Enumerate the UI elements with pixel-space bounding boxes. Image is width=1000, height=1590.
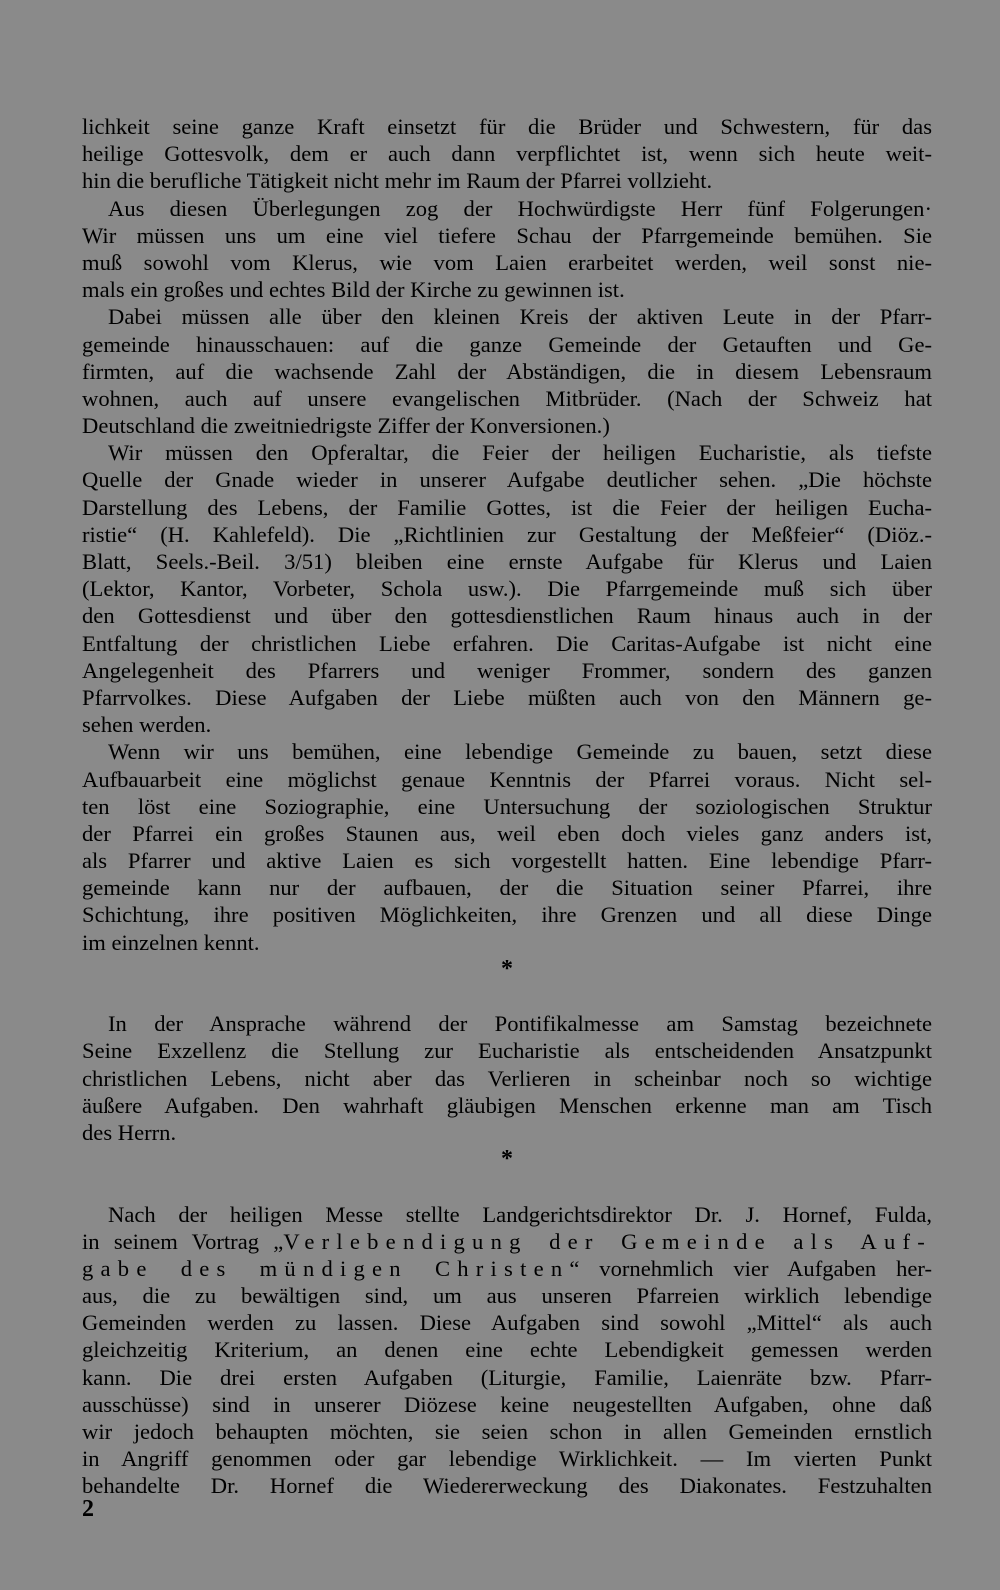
text-line: Schichtung, ihre positiven Möglichkeiten, ihre Grenzen und all diese Dinge: [82, 902, 932, 928]
text-line: mals ein großes und echtes Bild der Kirche zu gewinnen ist.: [82, 277, 625, 303]
text-line: im einzelnen kennt.: [82, 929, 260, 955]
text-line: des Herrn.: [82, 1119, 177, 1145]
text-line: den Gottesdienst und über den gottesdienstlichen Raum hinaus auch in der: [82, 603, 932, 629]
text-line: Darstellung des Lebens, der Familie Gottes, ist die Feier der heiligen Eucha-: [82, 494, 932, 520]
text-line: [82, 1255, 932, 1282]
section-gap: [82, 983, 932, 1010]
paragraph: [82, 1201, 932, 1500]
text-line: behandelte Dr. Hornef die Wiedererweckung des Diakonates. Festzuhalten: [82, 1473, 932, 1499]
text-line: in Angriff genommen oder gar lebendige Wirklichkeit. — Im vierten Punkt: [82, 1446, 932, 1472]
text-line: Aus diesen Überlegungen zog der Hochwürdigste Herr fünf Folgerungen·: [108, 195, 932, 221]
text-line: äußere Aufgaben. Den wahrhaft gläubigen Menschen erkenne man am Tisch: [82, 1092, 932, 1118]
text-line: gemeinde hinausschauen: auf die ganze Gemeinde der Getauften und Ge-: [82, 331, 932, 357]
spaced-title-text: gabe des mündigen Christen: [82, 1255, 570, 1281]
text-line: gleichzeitig Kriterium, an denen eine echte Lebendigkeit gemessen werden: [82, 1337, 932, 1363]
text-line: Angelegenheit des Pfarrers und weniger Frommer, sondern des ganzen: [82, 657, 932, 683]
text-fragment: in seinem Vortrag „: [82, 1228, 284, 1254]
text-line: Wir müssen uns um eine viel tiefere Schau der Pfarrgemeinde bemühen. Sie: [82, 222, 932, 248]
text-line: ten löst eine Soziographie, eine Untersuchung der soziologischen Struktur: [82, 793, 932, 819]
section-separator: *: [501, 955, 513, 982]
text-line: Pfarrvolkes. Diese Aufgaben der Liebe müßten auch von den Männern ge-: [82, 684, 932, 710]
page-number: 2: [82, 1496, 94, 1522]
text-fragment: “ vornehmlich vier Aufgaben her-: [569, 1255, 933, 1281]
text-line: Entfaltung der christlichen Liebe erfahren. Die Caritas-Aufgabe ist nicht eine: [82, 630, 932, 656]
section-gap: [82, 1173, 932, 1200]
text-line: aus, die zu bewältigen sind, um aus unseren Pfarreien wirklich lebendige: [82, 1283, 932, 1309]
text-line: kann. Die drei ersten Aufgaben (Liturgie, Familie, Laienräte bzw. Pfarr-: [82, 1364, 932, 1390]
text-line: ausschüsse) sind in unserer Diözese keine neugestellten Aufgaben, ohne daß: [82, 1391, 932, 1417]
text-line: Blatt, Seels.-Beil. 3/51) bleiben eine ernste Aufgabe für Klerus und Laien: [82, 549, 932, 574]
text-line: heilige Gottesvolk, dem er auch dann verpflichtet ist, wenn sich heute weit-: [82, 141, 932, 167]
text-line: lichkeit seine ganze Kraft einsetzt für die Brüder und Schwestern, für das: [82, 114, 932, 139]
text-line: Quelle der Gnade wieder in unserer Aufgabe deutlicher sehen. „Die höchste: [82, 467, 932, 493]
text-line: Nach der heiligen Messe stellte Landgerichtsdirektor Dr. J. Hornef, Fulda,: [108, 1201, 932, 1227]
text-line: ristie“ (H. Kahlefeld). Die „Richtlinien zur Gestaltung der Meßfeier“ (Diöz.-: [82, 521, 932, 547]
text-line: als Pfarrer und aktive Laien es sich vorgestellt hatten. Eine lebendige Pfarr-: [82, 848, 932, 874]
spaced-title-text: Verlebendigung der Gemeinde als Auf-: [283, 1228, 932, 1254]
text-line: der Pfarrei ein großes Staunen aus, weil eben doch vieles ganz anders ist,: [82, 820, 932, 846]
paragraph: [82, 195, 932, 304]
paragraph: [82, 113, 932, 195]
text-line: [82, 1228, 932, 1255]
text-line: Dabei müssen alle über den kleinen Kreis der aktiven Leute in der Pfarr-: [108, 304, 932, 330]
text-line: In der Ansprache während der Pontifikalmesse am Samstag bezeichnete: [108, 1011, 932, 1037]
text-line: Wenn wir uns bemühen, eine lebendige Gemeinde zu bauen, setzt diese: [108, 739, 932, 765]
paragraph: [82, 738, 932, 956]
text-line: christlichen Lebens, nicht aber das Verlieren in scheinbar noch so wichtige: [82, 1065, 932, 1091]
paragraph: [82, 303, 932, 439]
paragraph: [82, 439, 932, 738]
paragraph: [82, 1010, 932, 1146]
text-line: hin die berufliche Tätigkeit nicht mehr im Raum der Pfarrei vollzieht.: [82, 168, 713, 194]
text-line: sehen werden.: [82, 712, 212, 738]
text-line: Seine Exzellenz die Stellung zur Eucharistie als entscheidenden Ansatzpunkt: [82, 1038, 932, 1064]
text-line: gemeinde kann nur der aufbauen, der die Situation seiner Pfarrei, ihre: [82, 875, 932, 901]
text-line: muß sowohl vom Klerus, wie vom Laien erarbeitet werden, weil sonst nie-: [82, 249, 932, 275]
text-line: firmten, auf die wachsende Zahl der Abständigen, die in diesem Lebensraum: [82, 358, 932, 384]
text-line: (Lektor, Kantor, Vorbeter, Schola usw.). Die Pfarrgemeinde muß sich über: [82, 576, 932, 602]
text-line: Gemeinden werden zu lassen. Diese Aufgaben sind sowohl „Mittel“ als auch: [82, 1310, 932, 1336]
section-separator: *: [501, 1146, 513, 1173]
text-line: wohnen, auch auf unsere evangelischen Mitbrüder. (Nach der Schweiz hat: [82, 385, 932, 411]
page-body: [82, 113, 932, 1500]
text-line: Aufbauarbeit eine möglichst genaue Kenntnis der Pfarrei voraus. Nicht sel-: [82, 766, 932, 792]
text-line: wir jedoch behaupten möchten, sie seien schon in allen Gemeinden ernstlich: [82, 1419, 932, 1444]
text-line: Deutschland die zweitniedrigste Ziffer der Konversionen.): [82, 413, 610, 439]
text-line: Wir müssen den Opferaltar, die Feier der heiligen Eucharistie, als tiefste: [108, 440, 932, 466]
